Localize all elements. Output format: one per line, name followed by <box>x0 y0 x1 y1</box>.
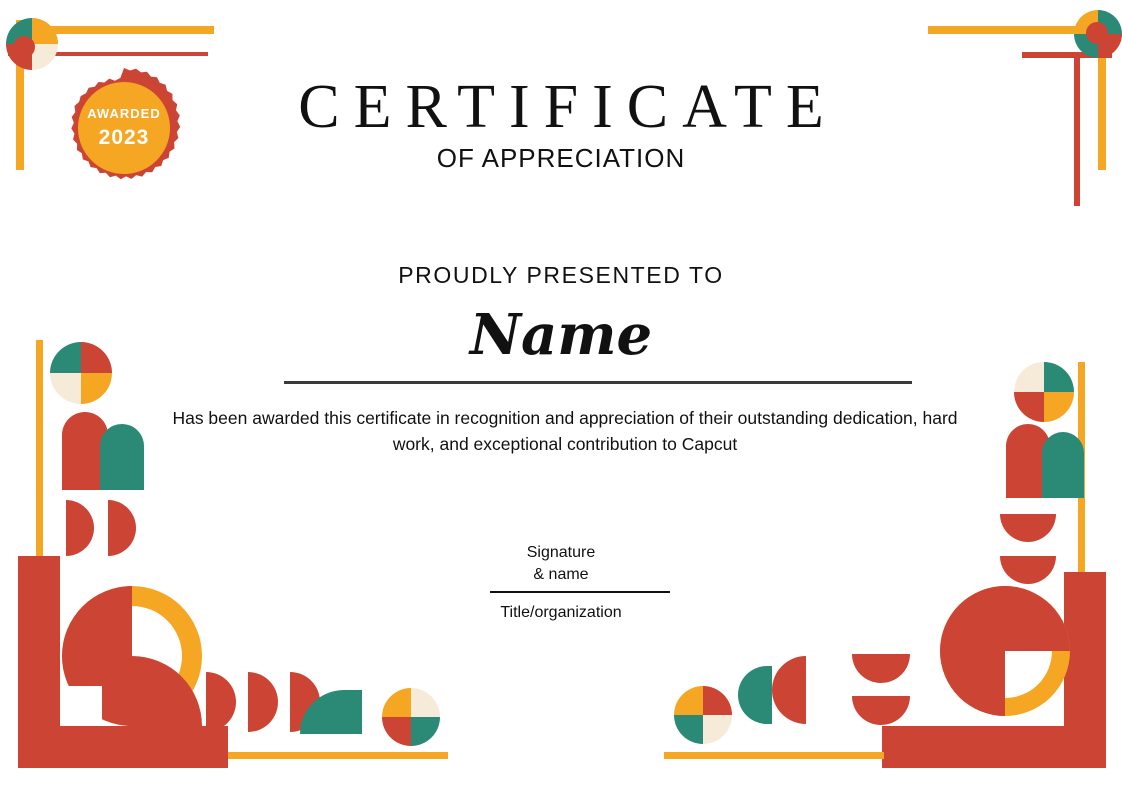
signature-rule <box>490 591 670 593</box>
signature-block <box>0 542 1122 586</box>
badge-year-label: 2023 <box>98 126 150 149</box>
bottom-right-orange-bottom-bar <box>664 752 884 759</box>
certificate-body-text: Has been awarded this certificate in recognition and appreciation of their outstanding dedication, hard work, and exceptional contribution to Capcut <box>172 408 958 454</box>
certificate-subtitle: OF APPRECIATION <box>436 143 686 173</box>
bottom-right-bowl-c <box>852 654 910 683</box>
bottom-right-red-horizontal-block <box>882 726 1106 768</box>
bottom-left-red-horizontal-block <box>18 726 228 768</box>
bottom-left-orange-bottom-bar <box>228 752 448 759</box>
recipient-name-rule <box>284 381 912 384</box>
recipient-name: Name <box>469 302 653 368</box>
certificate-title: CERTIFICATE <box>298 73 838 141</box>
pinwheel-bottom-left-lower <box>382 688 440 746</box>
signature-label-line-1: Signature <box>526 544 596 561</box>
signature-label-line-2: & name <box>533 566 589 583</box>
bottom-right-red-quarter-tl <box>940 586 1005 651</box>
bottom-left-white-quarter-cut <box>62 686 102 726</box>
bottom-right-red-quarter-bl <box>940 651 1005 716</box>
signature-title: Title/organization <box>500 604 622 621</box>
top-right-orange-horizontal-bar <box>928 26 1088 34</box>
presented-to-label: PROUDLY PRESENTED TO <box>398 262 724 288</box>
bottom-left-red-quarter-tl <box>62 586 132 656</box>
pinwheel-bottom-left-upper <box>50 342 112 404</box>
top-right-red-dot <box>1086 22 1108 44</box>
badge-awarded-label: AWARDED <box>87 106 161 121</box>
bottom-left-teal-arch <box>100 424 144 490</box>
top-left-orange-horizontal-bar <box>34 26 214 34</box>
bottom-left-leaf-b <box>248 672 278 732</box>
top-left-red-dot <box>13 36 35 58</box>
pinwheel-bottom-right-lower <box>674 686 732 744</box>
bottom-left-leaf-a <box>206 672 236 732</box>
bottom-right-bowl-d <box>852 696 910 725</box>
bottom-right-teal-arch <box>1042 432 1084 498</box>
bottom-right-red-leaf <box>772 656 806 724</box>
bottom-right-red-bowl-a <box>1000 514 1056 542</box>
bottom-right-teal-leaf <box>738 666 772 724</box>
bottom-right-red-quarter-tr <box>1005 586 1070 651</box>
bottom-left-orange-vertical-bar <box>36 340 43 560</box>
pinwheel-bottom-right-upper <box>1014 362 1074 422</box>
